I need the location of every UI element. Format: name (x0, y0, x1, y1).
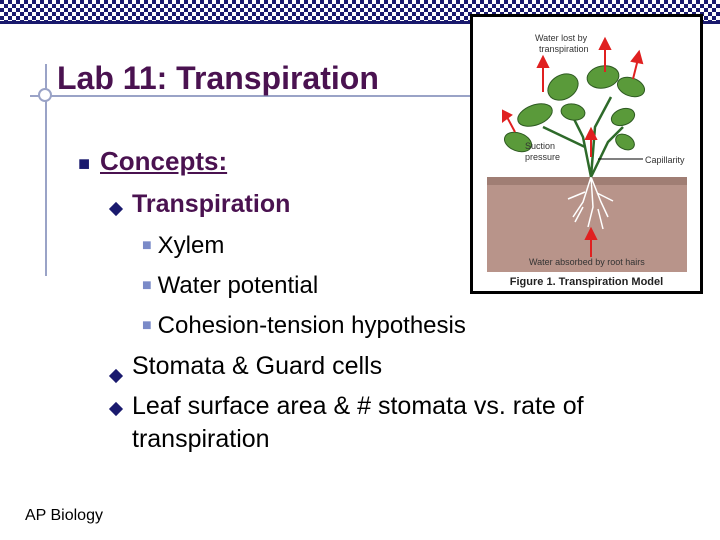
label-water-lost: Water lost by (535, 33, 588, 43)
label-capillarity: Capillarity (645, 155, 685, 165)
diamond-bullet-icon (109, 202, 123, 216)
guide-crosshair (38, 88, 52, 102)
footer-course-label: AP Biology (25, 507, 103, 524)
figure-caption: Figure 1. Transpiration Model (473, 273, 700, 291)
item-stomata: Stomata & Guard cells (132, 352, 383, 380)
square-bullet-icon: ■ (78, 153, 91, 175)
diamond-bullet-icon (109, 369, 123, 383)
label-suction: Suction (525, 141, 556, 151)
plant-illustration (473, 17, 700, 291)
label-suction-pressure: pressure (525, 152, 561, 162)
item-leaf-surface-cont: transpiration (132, 425, 270, 453)
transpiration-figure (470, 14, 703, 294)
concepts-heading: ■ Concepts: (78, 146, 228, 176)
subitem-cohesion-tension: ■ Cohesion-tension hypothesis (142, 312, 466, 339)
item-transpiration: Transpiration (132, 190, 291, 218)
item-leaf-surface: Leaf surface area & # stomata vs. rate of (132, 392, 584, 420)
small-square-bullet-icon: ■ (142, 277, 152, 294)
diamond-bullet-icon (109, 402, 123, 416)
soil-surface (487, 177, 687, 185)
small-square-bullet-icon: ■ (142, 317, 152, 334)
small-square-bullet-icon: ■ (142, 237, 152, 254)
subitem-water-potential: ■ Water potential (142, 272, 319, 299)
subitem-xylem: ■ Xylem (142, 232, 225, 259)
label-transpiration: transpiration (539, 44, 589, 54)
slide-title: Lab 11: Transpiration (57, 60, 379, 96)
label-root-absorption: Water absorbed by root hairs (529, 257, 645, 267)
